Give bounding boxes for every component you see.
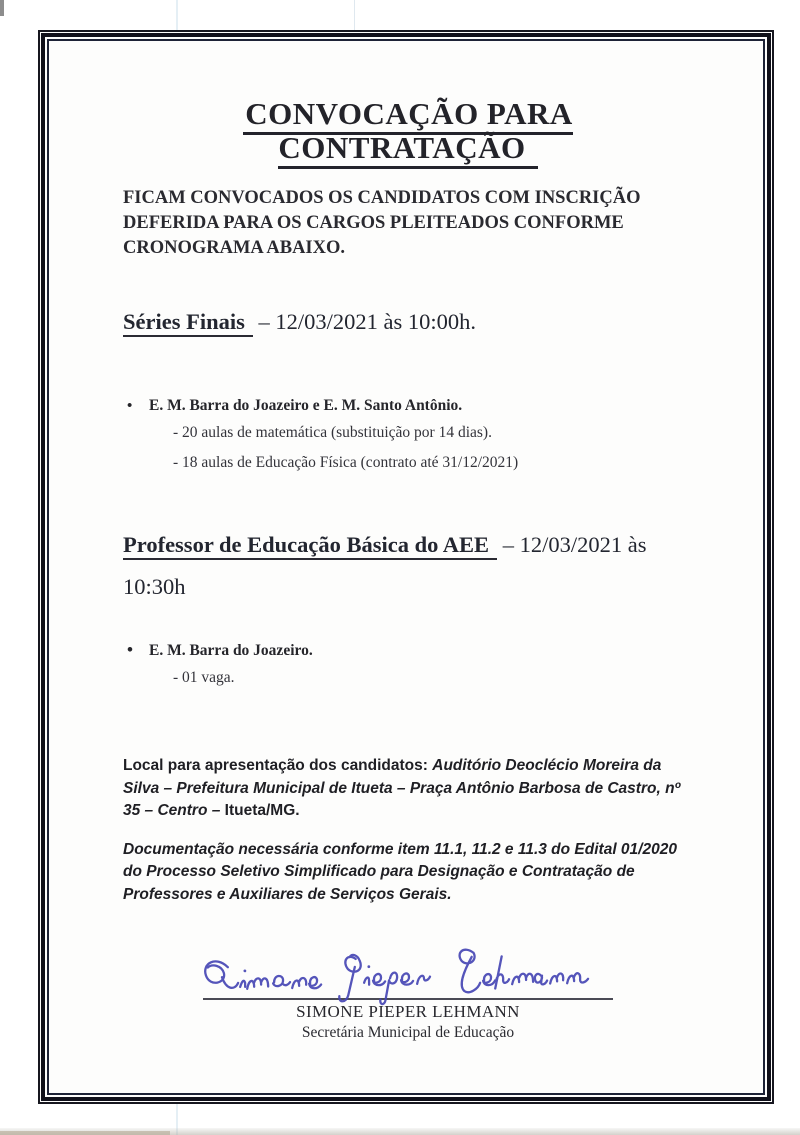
list-item xyxy=(123,394,693,418)
signature-block xyxy=(193,944,623,1042)
section-list xyxy=(123,638,693,693)
location-label: Local para apresentação dos candidatos: xyxy=(123,757,433,774)
page-title-text: CONVOCAÇÃO PARA CONTRATAÇÃO xyxy=(243,96,572,169)
document-body xyxy=(49,41,763,1093)
decorative-border-mid xyxy=(41,33,771,1101)
page-title xyxy=(123,97,693,165)
signature-image xyxy=(197,940,618,1011)
decorative-border-inner xyxy=(47,39,765,1095)
section-heading-datetime: – 12/03/2021 às 10:00h. xyxy=(252,309,476,334)
documentation-note: Documentação necessária conforme item 11.1, 11.2 e 11.3 do Edital 01/2020 do Processo Seletivo Simplificado para Designação e Contratação de Professores e Auxiliares de Serviços Gerais. xyxy=(123,840,677,903)
intro-line: DEFERIDA PARA OS CARGOS PLEITEADOS CONFORME xyxy=(123,213,624,233)
signatory-name: SIMONE PIEPER LEHMANN xyxy=(296,1002,520,1021)
signatory-role: Secretária Municipal de Educação xyxy=(301,1024,515,1041)
vacancy-detail: - 18 aulas de Educação Física (contrato até 31/12/2021) xyxy=(173,454,519,471)
list-item xyxy=(123,638,693,663)
bullet-icon: • xyxy=(127,640,133,659)
section-heading-datetime: – 12/03/2021 às 10:30h xyxy=(123,532,647,599)
decorative-border xyxy=(38,30,774,1104)
location-city: Itueta/MG. xyxy=(224,802,300,819)
section-heading-text: Séries Finais xyxy=(123,309,253,337)
bullet-icon: • xyxy=(127,398,133,414)
section-heading-series-finais xyxy=(123,306,693,337)
scan-edge-mark xyxy=(0,0,4,16)
section-list xyxy=(123,394,693,478)
scan-streak xyxy=(354,0,355,32)
school-name: E. M. Barra do Joazeiro. xyxy=(149,642,313,659)
school-name: E. M. Barra do Joazeiro e E. M. Santo Antônio. xyxy=(149,397,463,414)
location-venue: Auditório Deoclécio Moreira da Silva – Prefeitura Municipal de Itueta – Praça Antônio Barbosa de Castro, nº 35 – Centro – xyxy=(123,757,681,819)
vacancy-detail: - 20 aulas de matemática (substituição por 14 dias). xyxy=(173,424,492,441)
scan-bottom-edge xyxy=(0,1131,170,1135)
intro-line: CRONOGRAMA ABAIXO. xyxy=(123,238,346,258)
location-paragraph xyxy=(123,755,693,823)
section-heading-professor-aee xyxy=(123,524,693,608)
section-heading-text: Professor de Educação Básica do AEE xyxy=(123,532,497,560)
intro-paragraph xyxy=(123,186,693,261)
intro-line: FICAM CONVOCADOS OS CANDIDATOS COM INSCRIÇÃO xyxy=(123,188,641,208)
vacancy-detail: - 01 vaga. xyxy=(173,669,235,686)
